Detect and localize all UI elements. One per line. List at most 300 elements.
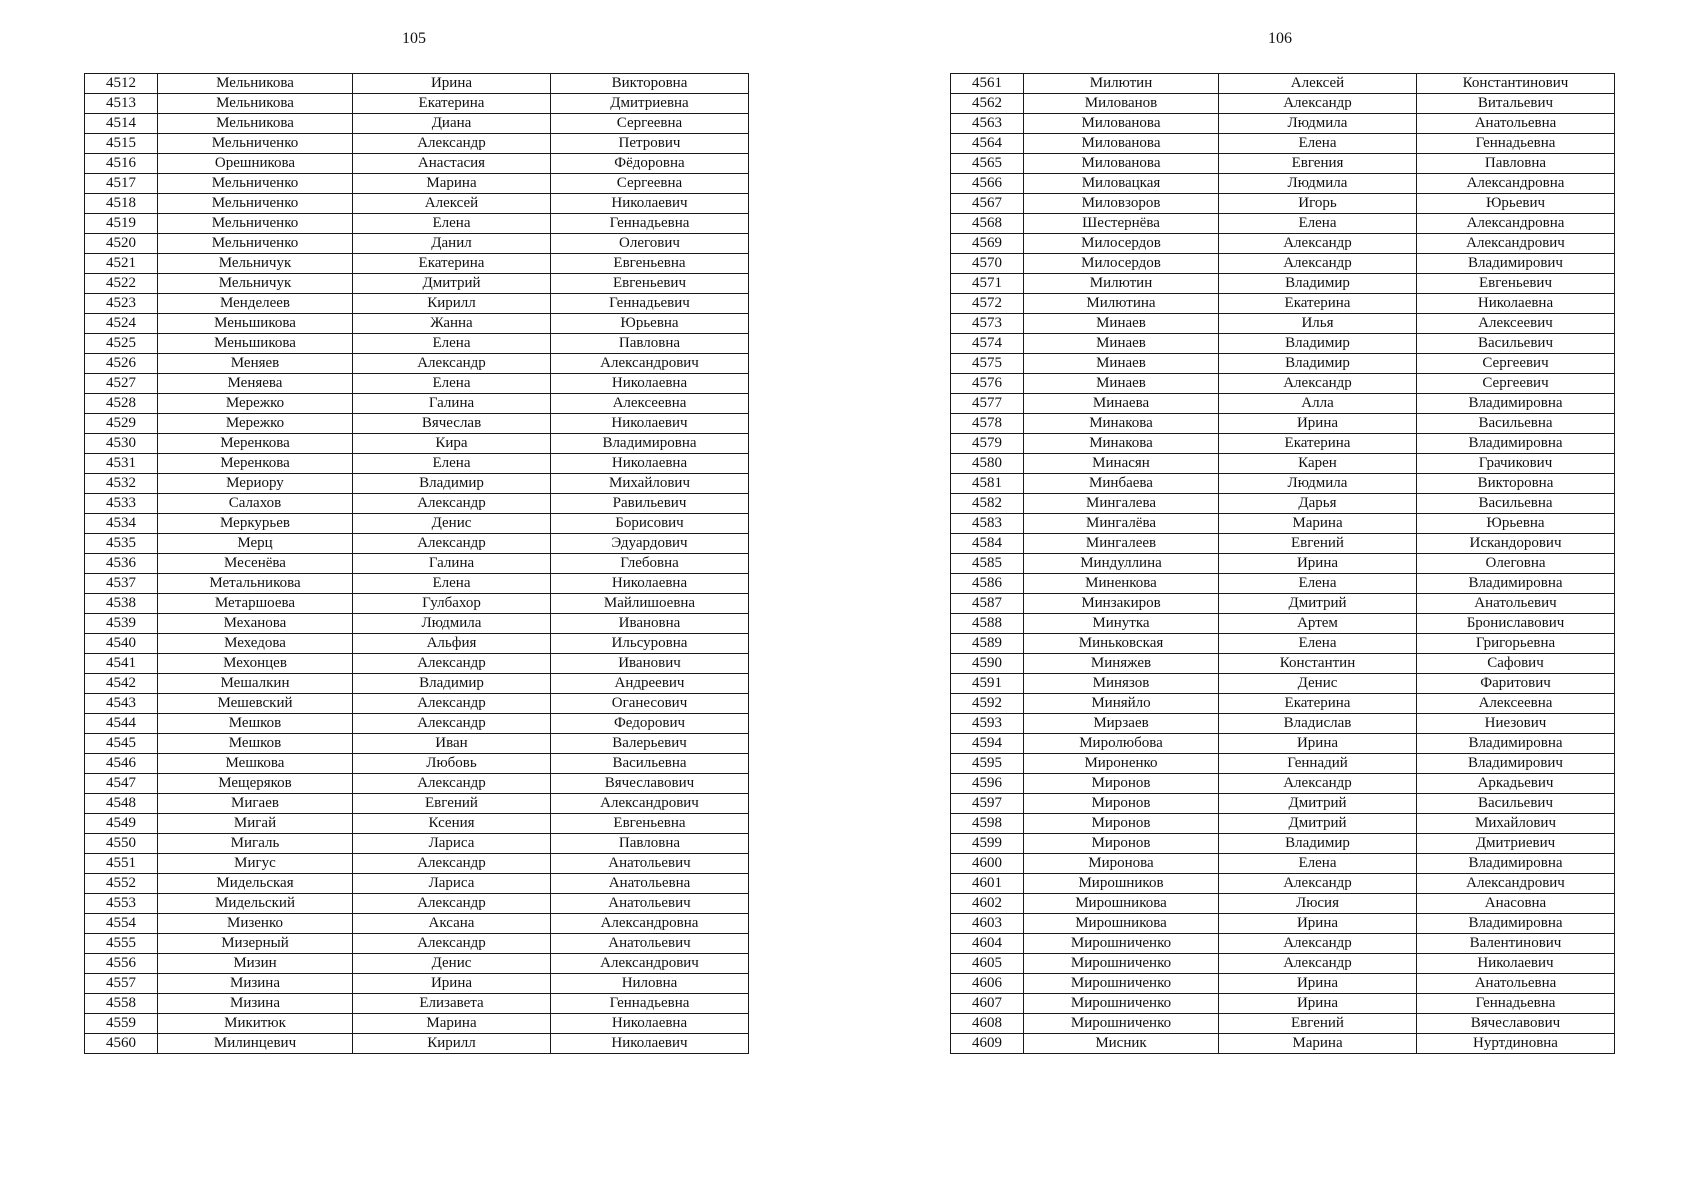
patronymic-cell: Николаевич	[551, 194, 749, 214]
patronymic-cell: Иванович	[551, 654, 749, 674]
first-name-cell: Елена	[353, 214, 551, 234]
first-name-cell: Дарья	[1219, 494, 1417, 514]
row-number-cell: 4532	[85, 474, 158, 494]
last-name-cell: Салахов	[158, 494, 353, 514]
row-number-cell: 4522	[85, 274, 158, 294]
table-row	[85, 134, 749, 154]
first-name-cell: Александр	[1219, 234, 1417, 254]
patronymic-cell: Грачикович	[1417, 454, 1615, 474]
last-name-cell: Механова	[158, 614, 353, 634]
row-number-cell: 4546	[85, 754, 158, 774]
last-name-cell: Мигаев	[158, 794, 353, 814]
first-name-cell: Людмила	[1219, 474, 1417, 494]
table-row	[951, 774, 1615, 794]
first-name-cell: Евгения	[1219, 154, 1417, 174]
row-number-cell: 4560	[85, 1034, 158, 1054]
patronymic-cell: Евгеньевич	[551, 274, 749, 294]
table-row	[85, 194, 749, 214]
table-row	[85, 994, 749, 1014]
last-name-cell: Шестернёва	[1024, 214, 1219, 234]
patronymic-cell: Николаевна	[551, 1014, 749, 1034]
table-row	[85, 894, 749, 914]
row-number-cell: 4533	[85, 494, 158, 514]
row-number-cell: 4575	[951, 354, 1024, 374]
first-name-cell: Владимир	[1219, 274, 1417, 294]
patronymic-cell: Аркадьевич	[1417, 774, 1615, 794]
row-number-cell: 4534	[85, 514, 158, 534]
first-name-cell: Елена	[353, 374, 551, 394]
last-name-cell: Менделеев	[158, 294, 353, 314]
last-name-cell: Меренкова	[158, 454, 353, 474]
table-row	[85, 694, 749, 714]
last-name-cell: Милосердов	[1024, 254, 1219, 274]
patronymic-cell: Владимировна	[1417, 394, 1615, 414]
last-name-cell: Миненкова	[1024, 574, 1219, 594]
patronymic-cell: Фаритович	[1417, 674, 1615, 694]
last-name-cell: Мизенко	[158, 914, 353, 934]
table-row	[951, 734, 1615, 754]
row-number-cell: 4528	[85, 394, 158, 414]
first-name-cell: Александр	[353, 654, 551, 674]
patronymic-cell: Борисович	[551, 514, 749, 534]
last-name-cell: Меренкова	[158, 434, 353, 454]
row-number-cell: 4555	[85, 934, 158, 954]
row-number-cell: 4531	[85, 454, 158, 474]
first-name-cell: Анастасия	[353, 154, 551, 174]
roster-table	[950, 73, 1615, 1054]
last-name-cell: Миндуллина	[1024, 554, 1219, 574]
first-name-cell: Александр	[353, 134, 551, 154]
row-number-cell: 4549	[85, 814, 158, 834]
patronymic-cell: Васильевич	[1417, 334, 1615, 354]
first-name-cell: Алексей	[353, 194, 551, 214]
first-name-cell: Гулбахор	[353, 594, 551, 614]
table-row	[951, 1034, 1615, 1054]
table-row	[951, 914, 1615, 934]
last-name-cell: Милютина	[1024, 294, 1219, 314]
patronymic-cell: Викторовна	[551, 74, 749, 94]
first-name-cell: Денис	[353, 954, 551, 974]
first-name-cell: Марина	[353, 1014, 551, 1034]
row-number-cell: 4585	[951, 554, 1024, 574]
first-name-cell: Евгений	[1219, 534, 1417, 554]
last-name-cell: Миронов	[1024, 814, 1219, 834]
first-name-cell: Александр	[1219, 874, 1417, 894]
patronymic-cell: Юрьевна	[551, 314, 749, 334]
patronymic-cell: Анатольевич	[551, 894, 749, 914]
last-name-cell: Мельниченко	[158, 174, 353, 194]
patronymic-cell: Анасовна	[1417, 894, 1615, 914]
last-name-cell: Меньшикова	[158, 314, 353, 334]
first-name-cell: Ирина	[353, 974, 551, 994]
patronymic-cell: Александрович	[551, 354, 749, 374]
row-number-cell: 4568	[951, 214, 1024, 234]
patronymic-cell: Валерьевич	[551, 734, 749, 754]
table-row	[85, 474, 749, 494]
patronymic-cell: Алексеевна	[551, 394, 749, 414]
row-number-cell: 4567	[951, 194, 1024, 214]
last-name-cell: Мигус	[158, 854, 353, 874]
first-name-cell: Людмила	[353, 614, 551, 634]
last-name-cell: Минязов	[1024, 674, 1219, 694]
first-name-cell: Екатерина	[1219, 294, 1417, 314]
last-name-cell: Мельничук	[158, 254, 353, 274]
last-name-cell: Мизин	[158, 954, 353, 974]
row-number-cell: 4519	[85, 214, 158, 234]
first-name-cell: Аксана	[353, 914, 551, 934]
patronymic-cell: Федорович	[551, 714, 749, 734]
patronymic-cell: Николаевна	[551, 454, 749, 474]
row-number-cell: 4563	[951, 114, 1024, 134]
patronymic-cell: Николаевна	[1417, 294, 1615, 314]
row-number-cell: 4597	[951, 794, 1024, 814]
last-name-cell: Мингалёва	[1024, 514, 1219, 534]
first-name-cell: Владимир	[353, 474, 551, 494]
row-number-cell: 4559	[85, 1014, 158, 1034]
patronymic-cell: Эдуардович	[551, 534, 749, 554]
first-name-cell: Евгений	[1219, 1014, 1417, 1034]
first-name-cell: Александр	[353, 894, 551, 914]
last-name-cell: Меркурьев	[158, 514, 353, 534]
table-row	[951, 454, 1615, 474]
row-number-cell: 4603	[951, 914, 1024, 934]
table-row	[951, 574, 1615, 594]
table-row	[85, 874, 749, 894]
first-name-cell: Елена	[353, 334, 551, 354]
patronymic-cell: Владимировна	[551, 434, 749, 454]
last-name-cell: Мигай	[158, 814, 353, 834]
table-row	[85, 514, 749, 534]
patronymic-cell: Витальевич	[1417, 94, 1615, 114]
last-name-cell: Милютин	[1024, 74, 1219, 94]
last-name-cell: Минаев	[1024, 354, 1219, 374]
last-name-cell: Мизина	[158, 994, 353, 1014]
first-name-cell: Дмитрий	[1219, 814, 1417, 834]
patronymic-cell: Ивановна	[551, 614, 749, 634]
first-name-cell: Александр	[1219, 954, 1417, 974]
first-name-cell: Геннадий	[1219, 754, 1417, 774]
row-number-cell: 4591	[951, 674, 1024, 694]
table-row	[951, 434, 1615, 454]
roster-table	[84, 73, 749, 1054]
row-number-cell: 4518	[85, 194, 158, 214]
table-row	[85, 974, 749, 994]
row-number-cell: 4586	[951, 574, 1024, 594]
table-row	[951, 114, 1615, 134]
table-row	[951, 654, 1615, 674]
row-number-cell: 4527	[85, 374, 158, 394]
patronymic-cell: Евгеньевна	[551, 814, 749, 834]
row-number-cell: 4536	[85, 554, 158, 574]
table-row	[85, 94, 749, 114]
table-row	[85, 674, 749, 694]
first-name-cell: Марина	[1219, 1034, 1417, 1054]
table-row	[85, 334, 749, 354]
last-name-cell: Милованов	[1024, 94, 1219, 114]
table-row	[85, 794, 749, 814]
patronymic-cell: Геннадьевна	[1417, 134, 1615, 154]
last-name-cell: Мирошниченко	[1024, 994, 1219, 1014]
patronymic-cell: Александрович	[551, 794, 749, 814]
patronymic-cell: Сергеевич	[1417, 354, 1615, 374]
table-row	[85, 314, 749, 334]
table-row	[85, 574, 749, 594]
table-row	[85, 654, 749, 674]
first-name-cell: Елена	[1219, 854, 1417, 874]
row-number-cell: 4574	[951, 334, 1024, 354]
table-row	[951, 334, 1615, 354]
table-row	[85, 294, 749, 314]
row-number-cell: 4608	[951, 1014, 1024, 1034]
table-row	[85, 354, 749, 374]
row-number-cell: 4583	[951, 514, 1024, 534]
last-name-cell: Мешков	[158, 714, 353, 734]
patronymic-cell: Вячеславович	[1417, 1014, 1615, 1034]
patronymic-cell: Викторовна	[1417, 474, 1615, 494]
table-row	[951, 854, 1615, 874]
first-name-cell: Дмитрий	[1219, 794, 1417, 814]
first-name-cell: Ирина	[353, 74, 551, 94]
row-number-cell: 4539	[85, 614, 158, 634]
first-name-cell: Александр	[353, 774, 551, 794]
first-name-cell: Игорь	[1219, 194, 1417, 214]
row-number-cell: 4573	[951, 314, 1024, 334]
last-name-cell: Мехедова	[158, 634, 353, 654]
row-number-cell: 4526	[85, 354, 158, 374]
table-row	[951, 594, 1615, 614]
last-name-cell: Мельникова	[158, 114, 353, 134]
table-row	[951, 314, 1615, 334]
last-name-cell: Мешков	[158, 734, 353, 754]
row-number-cell: 4593	[951, 714, 1024, 734]
first-name-cell: Владимир	[1219, 354, 1417, 374]
last-name-cell: Мирошниченко	[1024, 954, 1219, 974]
patronymic-cell: Николаевич	[551, 414, 749, 434]
table-row	[951, 614, 1615, 634]
patronymic-cell: Анатольевна	[551, 874, 749, 894]
table-row	[951, 414, 1615, 434]
patronymic-cell: Геннадьевна	[551, 994, 749, 1014]
patronymic-cell: Петрович	[551, 134, 749, 154]
patronymic-cell: Александрович	[1417, 874, 1615, 894]
table-row	[85, 374, 749, 394]
last-name-cell: Миронова	[1024, 854, 1219, 874]
row-number-cell: 4551	[85, 854, 158, 874]
patronymic-cell: Михайлович	[1417, 814, 1615, 834]
patronymic-cell: Васильевна	[1417, 494, 1615, 514]
patronymic-cell: Олеговна	[1417, 554, 1615, 574]
table-row	[951, 494, 1615, 514]
table-row	[85, 614, 749, 634]
row-number-cell: 4525	[85, 334, 158, 354]
last-name-cell: Мельникова	[158, 74, 353, 94]
patronymic-cell: Григорьевна	[1417, 634, 1615, 654]
row-number-cell: 4589	[951, 634, 1024, 654]
first-name-cell: Карен	[1219, 454, 1417, 474]
last-name-cell: Мещеряков	[158, 774, 353, 794]
last-name-cell: Мирошников	[1024, 874, 1219, 894]
row-number-cell: 4580	[951, 454, 1024, 474]
last-name-cell: Месенёва	[158, 554, 353, 574]
table-row	[951, 374, 1615, 394]
table-row	[85, 414, 749, 434]
row-number-cell: 4599	[951, 834, 1024, 854]
first-name-cell: Иван	[353, 734, 551, 754]
patronymic-cell: Равильевич	[551, 494, 749, 514]
last-name-cell: Милованова	[1024, 154, 1219, 174]
patronymic-cell: Вячеславович	[551, 774, 749, 794]
row-number-cell: 4552	[85, 874, 158, 894]
patronymic-cell: Ниезович	[1417, 714, 1615, 734]
table-row	[85, 854, 749, 874]
patronymic-cell: Сергеевна	[551, 114, 749, 134]
row-number-cell: 4524	[85, 314, 158, 334]
first-name-cell: Александр	[353, 854, 551, 874]
patronymic-cell: Анатольевич	[551, 934, 749, 954]
row-number-cell: 4605	[951, 954, 1024, 974]
first-name-cell: Жанна	[353, 314, 551, 334]
patronymic-cell: Евгеньевич	[1417, 274, 1615, 294]
last-name-cell: Минаев	[1024, 334, 1219, 354]
patronymic-cell: Павловна	[551, 334, 749, 354]
last-name-cell: Мерц	[158, 534, 353, 554]
last-name-cell: Мингалева	[1024, 494, 1219, 514]
last-name-cell: Мирошникова	[1024, 894, 1219, 914]
last-name-cell: Минасян	[1024, 454, 1219, 474]
first-name-cell: Владимир	[1219, 834, 1417, 854]
last-name-cell: Меньшикова	[158, 334, 353, 354]
first-name-cell: Александр	[353, 494, 551, 514]
last-name-cell: Миронов	[1024, 834, 1219, 854]
patronymic-cell: Александровна	[551, 914, 749, 934]
last-name-cell: Минбаева	[1024, 474, 1219, 494]
first-name-cell: Екатерина	[1219, 694, 1417, 714]
first-name-cell: Константин	[1219, 654, 1417, 674]
last-name-cell: Милинцевич	[158, 1034, 353, 1054]
table-row	[951, 354, 1615, 374]
patronymic-cell: Валентинович	[1417, 934, 1615, 954]
table-row	[951, 674, 1615, 694]
table-row	[951, 74, 1615, 94]
first-name-cell: Владимир	[1219, 334, 1417, 354]
table-row	[85, 154, 749, 174]
last-name-cell: Мирзаев	[1024, 714, 1219, 734]
row-number-cell: 4572	[951, 294, 1024, 314]
row-number-cell: 4543	[85, 694, 158, 714]
first-name-cell: Вячеслав	[353, 414, 551, 434]
last-name-cell: Мидельский	[158, 894, 353, 914]
last-name-cell: Меняева	[158, 374, 353, 394]
first-name-cell: Денис	[1219, 674, 1417, 694]
first-name-cell: Елена	[1219, 634, 1417, 654]
first-name-cell: Александр	[353, 694, 551, 714]
last-name-cell: Миловзоров	[1024, 194, 1219, 214]
row-number-cell: 4556	[85, 954, 158, 974]
table-row	[85, 1014, 749, 1034]
patronymic-cell: Анатольевич	[551, 854, 749, 874]
page-number: 106	[1268, 30, 1292, 47]
patronymic-cell: Дмитриевич	[1417, 834, 1615, 854]
row-number-cell: 4544	[85, 714, 158, 734]
table-row	[951, 194, 1615, 214]
row-number-cell: 4579	[951, 434, 1024, 454]
row-number-cell: 4604	[951, 934, 1024, 954]
last-name-cell: Мироненко	[1024, 754, 1219, 774]
row-number-cell: 4582	[951, 494, 1024, 514]
table-row	[85, 634, 749, 654]
row-number-cell: 4562	[951, 94, 1024, 114]
patronymic-cell: Васильевна	[1417, 414, 1615, 434]
table-row	[85, 234, 749, 254]
table-row	[85, 554, 749, 574]
first-name-cell: Данил	[353, 234, 551, 254]
patronymic-cell: Алексеевна	[1417, 694, 1615, 714]
patronymic-cell: Искандорович	[1417, 534, 1615, 554]
table-row	[85, 454, 749, 474]
table-row	[85, 954, 749, 974]
patronymic-cell: Александровна	[1417, 174, 1615, 194]
first-name-cell: Александр	[1219, 934, 1417, 954]
row-number-cell: 4521	[85, 254, 158, 274]
row-number-cell: 4581	[951, 474, 1024, 494]
row-number-cell: 4588	[951, 614, 1024, 634]
table-row	[951, 954, 1615, 974]
table-row	[951, 534, 1615, 554]
table-row	[85, 914, 749, 934]
table-row	[951, 894, 1615, 914]
row-number-cell: 4553	[85, 894, 158, 914]
first-name-cell: Ирина	[1219, 734, 1417, 754]
first-name-cell: Александр	[1219, 774, 1417, 794]
first-name-cell: Александр	[353, 534, 551, 554]
patronymic-cell: Ильсуровна	[551, 634, 749, 654]
table-row	[951, 514, 1615, 534]
patronymic-cell: Владимировна	[1417, 574, 1615, 594]
row-number-cell: 4542	[85, 674, 158, 694]
row-number-cell: 4514	[85, 114, 158, 134]
table-row	[951, 294, 1615, 314]
last-name-cell: Мигаль	[158, 834, 353, 854]
first-name-cell: Дмитрий	[353, 274, 551, 294]
last-name-cell: Миронов	[1024, 774, 1219, 794]
last-name-cell: Миняжев	[1024, 654, 1219, 674]
first-name-cell: Ирина	[1219, 994, 1417, 1014]
table-row	[85, 174, 749, 194]
row-number-cell: 4600	[951, 854, 1024, 874]
patronymic-cell: Павловна	[1417, 154, 1615, 174]
first-name-cell: Дмитрий	[1219, 594, 1417, 614]
first-name-cell: Галина	[353, 394, 551, 414]
last-name-cell: Мешкова	[158, 754, 353, 774]
table-row	[951, 754, 1615, 774]
last-name-cell: Мельникова	[158, 94, 353, 114]
patronymic-cell: Глебовна	[551, 554, 749, 574]
table-row	[951, 274, 1615, 294]
patronymic-cell: Васильевич	[1417, 794, 1615, 814]
row-number-cell: 4590	[951, 654, 1024, 674]
row-number-cell: 4587	[951, 594, 1024, 614]
row-number-cell: 4602	[951, 894, 1024, 914]
last-name-cell: Милосердов	[1024, 234, 1219, 254]
first-name-cell: Александр	[353, 934, 551, 954]
patronymic-cell: Дмитриевна	[551, 94, 749, 114]
row-number-cell: 4512	[85, 74, 158, 94]
row-number-cell: 4558	[85, 994, 158, 1014]
first-name-cell: Александр	[353, 354, 551, 374]
row-number-cell: 4537	[85, 574, 158, 594]
first-name-cell: Александр	[1219, 254, 1417, 274]
first-name-cell: Кира	[353, 434, 551, 454]
